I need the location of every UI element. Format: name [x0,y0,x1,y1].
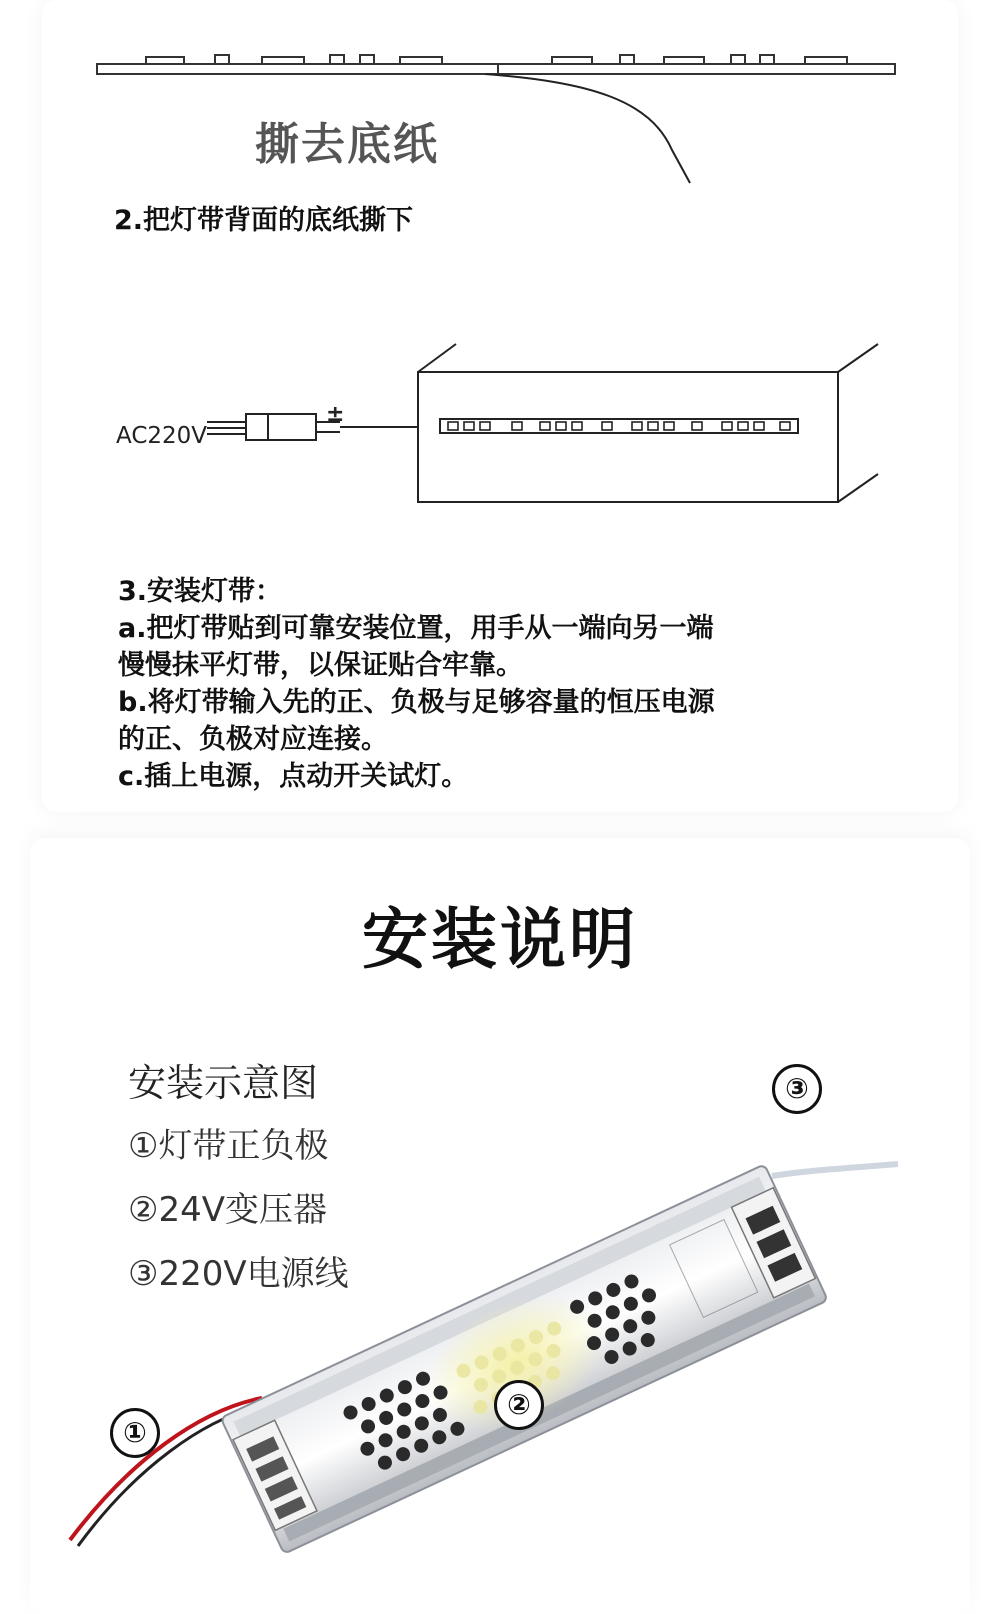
peel-backing-diagram [0,0,1000,200]
step-2-title: 2.把灯带背面的底纸撕下 [114,205,414,236]
peel-caption: 撕去底纸 [255,119,439,170]
wiring-diagram [0,330,1000,510]
section-title: 安装说明 [362,901,638,978]
ac-input-label: AC220V [116,423,208,449]
install-step-line: 慢慢抹平灯带，以保证贴合牢靠。 [118,650,523,681]
power-supply-illustration [0,1080,1000,1614]
callout-transformer: ② [494,1380,544,1430]
polarity-symbol: ± [326,402,345,427]
install-step-line: 的正、负极对应连接。 [118,724,388,755]
input-cable [772,1164,898,1176]
legend-title: 安装示意图 [128,1061,319,1105]
legend-item: ③220V电源线 [128,1254,349,1294]
legend-item: ②24V变压器 [128,1190,328,1230]
install-step-line: a.把灯带贴到可靠安装位置，用手从一端向另一端 [118,613,714,644]
install-step-line: c.插上电源，点动开关试灯。 [118,761,469,792]
legend-item: ①灯带正负极 [128,1126,329,1166]
callout-input-cable: ③ [772,1064,822,1114]
callout-strip-terminals: ① [110,1408,160,1458]
install-steps [118,573,715,795]
install-step-line: b.将灯带输入先的正、负极与足够容量的恒压电源 [118,687,715,718]
install-steps-title: 3.安装灯带： [118,576,283,607]
